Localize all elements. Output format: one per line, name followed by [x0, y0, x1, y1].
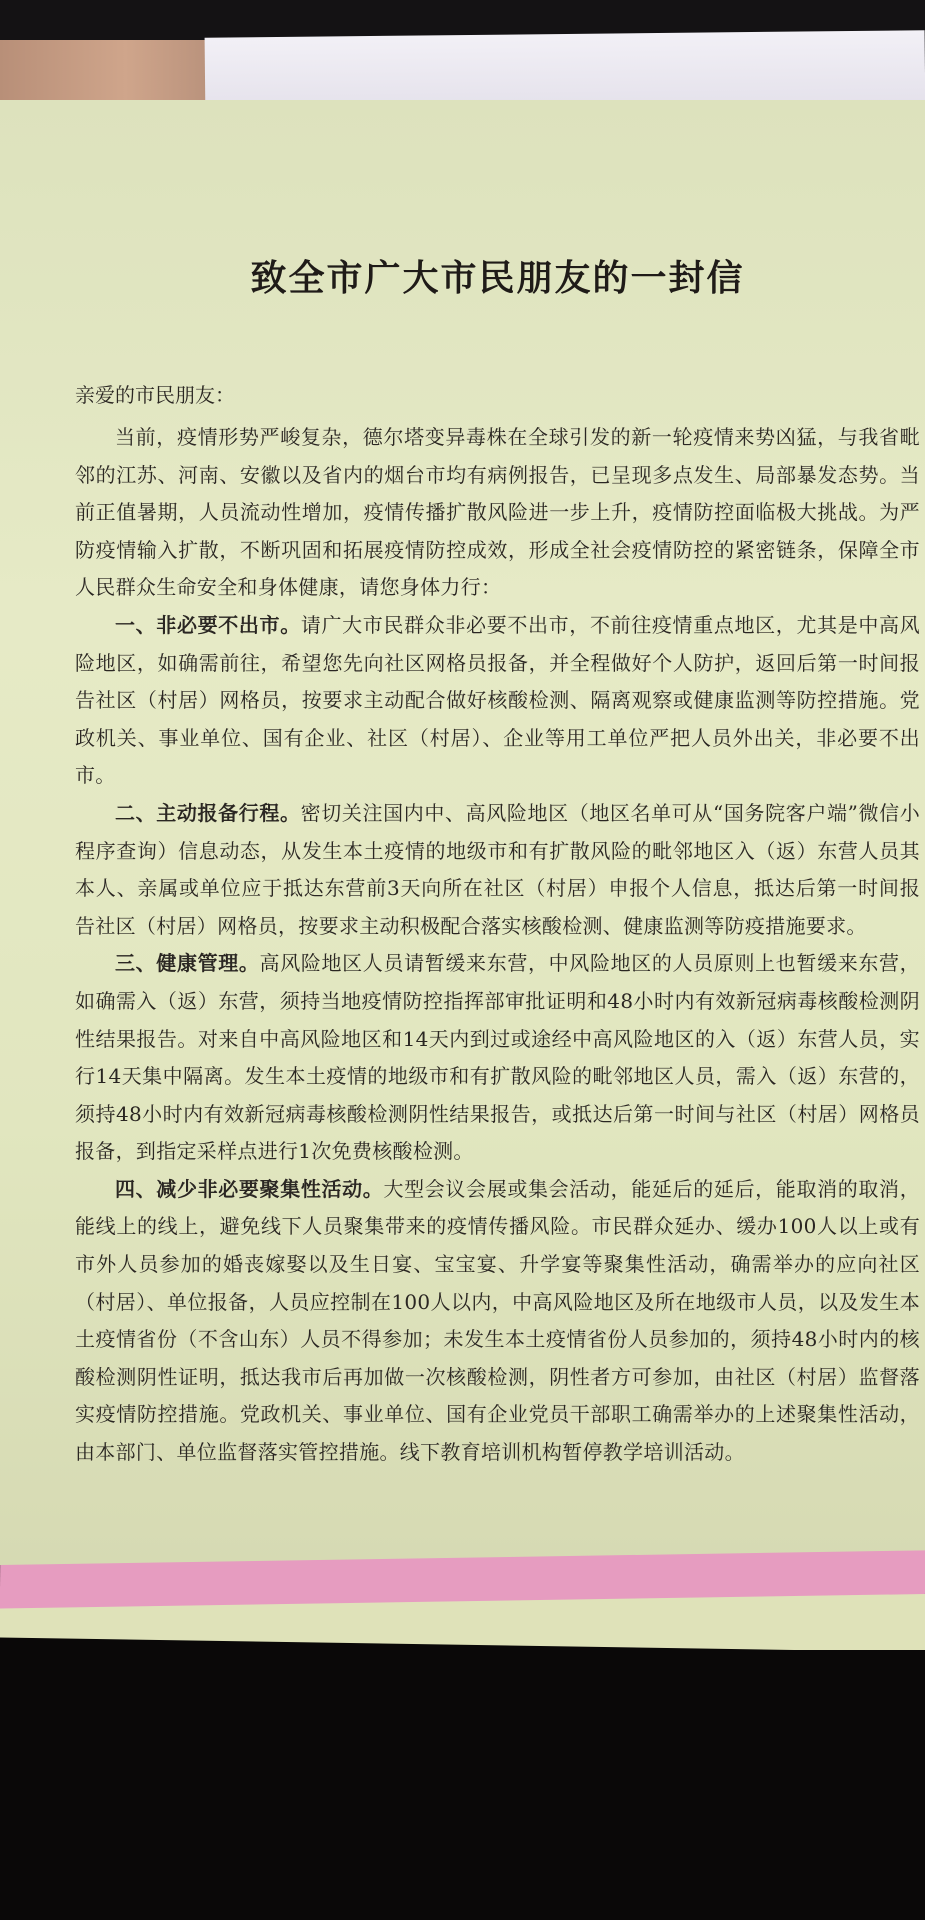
intro-paragraph: 当前，疫情形势严峻复杂，德尔塔变异毒株在全球引发的新一轮疫情来势凶猛，与我省毗邻的江苏、河南、安徽以及省内的烟台市均有病例报告，已呈现多点发生、局部暴发态势。当前正值暑期，人员流动性增加，疫情传播扩散风险进一步上升，疫情防控面临极大挑战。为严防疫情输入扩散，不断巩固和拓展疫情防控成效，形成全社会疫情防控的紧密链条，保障全市人民群众生命安全和身体健康，请您身体力行：: [75, 425, 920, 600]
section-4: [75, 1171, 920, 1472]
section-2-heading: 二、主动报备行程。: [115, 800, 301, 825]
salutation: 亲爱的市民朋友：: [75, 383, 235, 407]
section-4-body: 大型会议会展或集会活动，能延后的延后，能取消的取消，能线上的线上，避免线下人员聚集带来的疫情传播风险。市民群众延办、缓办100人以上或有市外人员参加的婚丧嫁娶以及生日宴、宝宝宴、升学宴等聚集性活动，确需举办的应向社区（村居）、单位报备，人员应控制在100人以内，中高风险地区及所在地级市人员，以及发生本土疫情省份（不含山东）人员不得参加；未发生本土疫情省份人员参加的，须持48小时内的核酸检测阴性证明，抵达我市后再加做一次核酸检测，阴性者方可参加，由社区（村居）监督落实疫情防控措施。党政机关、事业单位、国有企业党员干部职工确需举办的上述聚集性活动，由本部门、单位监督落实管控措施。线下教育培训机构暂停教学培训活动。: [75, 1176, 920, 1465]
letter-title: 致全市广大市民朋友的一封信: [250, 257, 745, 299]
letter-body: [75, 250, 920, 1472]
table-surface: [0, 40, 210, 106]
section-1-body: 请广大市民群众非必要不出市，不前往疫情重点地区，尤其是中高风险地区，如确需前往，希望您先向社区网格员报备，并全程做好个人防护，返回后第一时间报告社区（村居）网格员，按要求主动配合做好核酸检测、隔离观察或健康监测等防控措施。党政机关、事业单位、国有企业、社区（村居）、企业等用工单位严把人员外出关，非必要不出市。: [75, 612, 921, 788]
section-3: [75, 945, 920, 1171]
background-bottom: [0, 1650, 925, 1920]
section-4-heading: 四、减少非必要聚集性活动。: [115, 1176, 384, 1201]
section-1: [75, 607, 920, 795]
section-3-body: 高风险地区人员请暂缓来东营，中风险地区的人员原则上也暂缓来东营，如确需入（返）东营，须持当地疫情防控指挥部审批证明和48小时内有效新冠病毒核酸检测阴性结果报告。对来自中高风险地区和14天内到过或途经中高风险地区的入（返）东营人员，实行14天集中隔离。发生本土疫情的地级市和有扩散风险的毗邻地区人员，需入（返）东营的，须持48小时内有效新冠病毒核酸检测阴性结果报告，或抵达后第一时间与社区（村居）网格员报备，到指定采样点进行1次免费核酸检测。: [75, 951, 920, 1164]
section-2: [75, 795, 920, 945]
section-2-body: 密切关注国内中、高风险地区（地区名单可从“国务院客户端”微信小程序查询）信息动态，从发生本土疫情的地级市和有扩散风险的毗邻地区入（返）东营人员其本人、亲属或单位应于抵达东营前3天向所在社区（村居）申报个人信息，抵达后第一时间报告社区（村居）网格员，按要求主动积极配合落实核酸检测、健康监测等防疫措施要求。: [75, 800, 921, 938]
section-1-heading: 一、非必要不出市。: [115, 612, 301, 637]
section-3-heading: 三、健康管理。: [115, 951, 260, 976]
